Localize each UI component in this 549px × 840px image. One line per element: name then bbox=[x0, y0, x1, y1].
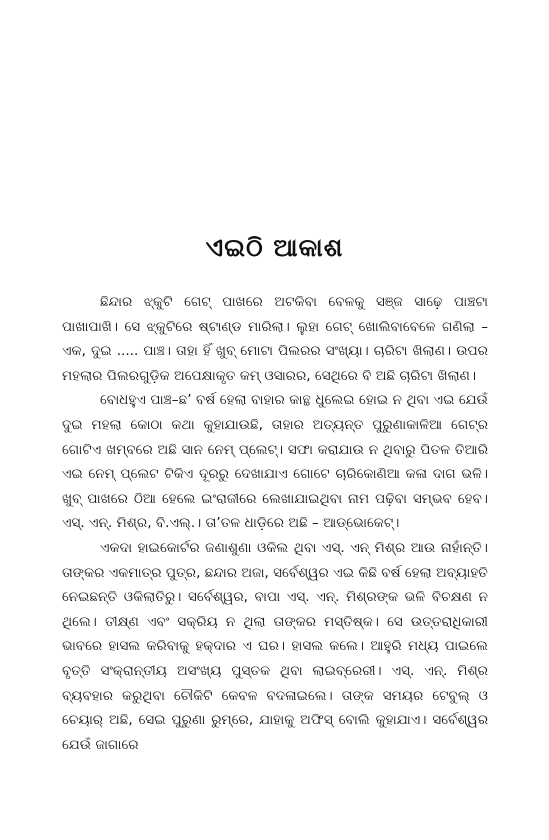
paragraph: ବୋଧହୁଏ ପାଞ୍ଚ–ଛ’ ବର୍ଷ ହେଲା ବାହାର କାନ୍ଥ ଧୁଲେଇ ହୋଇ ନ ଥିବା ଏଇ ଯେଉଁ ଦୁଇ ମହଲା କୋଠା କଥା କୁହାଯାଉଛି, ତାହାର ଅତ୍ୟନ୍ତ ପୁରୁଣାକାଳିଆ ଗେଟ୍‌ର ଗୋଟିଏ ଖମ୍ବରେ ଅଛି ସାନ ନେମ୍ ପ୍ଲେଟ୍। ସଫା କରାଯାଉ ନ ଥିବାରୁ ପିତଳ ତିଆରି ଏଇ ନେମ୍ ପ୍ଲେଟ ଟିକିଏ ଦୂରରୁ ଦେଖାଯାଏ ଗୋଟେ ଚାରିକୋଣିଆ କଳା ଦାଗ ଭଳି। ଖୁବ୍ ପାଖରେ ଠିଆ ହେଲେ ଇଂରାଜୀରେ ଲେଖାଯାଇଥିବା ନାମ ପଢ଼ିବା ସମ୍ଭବ ହେବ। ଏସ୍. ଏନ୍. ମିଶ୍ର, ବି.ଏଲ୍.। ତା’ତଳ ଧାଡ଼ିରେ ଅଛି – ଆଡ୍‌ଭୋକେଟ୍। bbox=[62, 392, 488, 532]
paragraph: ଏକଦା ହାଇକୋର୍ଟର ଜଣାଶୁଣା ଓକିଲ ଥିବା ଏସ୍. ଏନ୍ ମିଶ୍ର ଆଉ ନାହାଁନ୍ତି। ତାଙ୍କର ଏକମାତ୍ର ପୁତ୍ର, ଛନ୍ଦାର ଅଜା, ସର୍ବେଶ୍ୱର ଏଇ କିଛି ବର୍ଷ ହେଲା ଅବ୍ୟାହତି ନେଇଛନ୍ତି ଓକିଲାତିରୁ। ସର୍ବେଶ୍ୱର, ବାପା ଏସ୍. ଏନ୍. ମିଶ୍ରଙ୍କ ଭଳି ବିଚକ୍ଷଣ ନ ଥିଲେ। ତୀକ୍ଷ୍ଣ ଏବଂ ସକ୍ରିୟ ନ ଥିଲା ତାଙ୍କର ମସ୍ତିଷ୍କ। ସେ ଉତ୍ତରାଧିକାରୀ ଭାବରେ ହାସଲ କରିବାକୁ ହକ୍‌ଦାର ଏ ଘର। ହାସଲ କଲେ। ଆହୁରି ମଧ୍ୟ ପାଇଲେ ବୃତ୍ତି ସଂକ୍ରାନ୍ତୀୟ ଅସଂଖ୍ୟ ପୁସ୍ତକ ଥିବା ଲାଇବ୍ରେରୀ। ଏସ୍. ଏନ୍. ମିଶ୍ର ବ୍ୟବହାର କରୁଥିବା ଚୌକିଟି କେବଳ ବଦଳାଇଲେ। ତାଙ୍କ ସମୟର ଟେବୁଲ୍ ଓ ଚେୟାର୍ ଅଛି, ସେଇ ପୁରୁଣା ରୁମ୍‌ରେ, ଯାହାକୁ ଅଫିସ୍ ବୋଲି କୁହାଯାଏ। ସର୍ବେଶ୍ୱର ଯେଉଁ ଜାଗାରେ bbox=[62, 539, 488, 753]
body-text bbox=[62, 290, 488, 757]
paragraph: ଛିନ୍ଦାର ଝ୍କୁଟି ଗେଟ୍ ପାଖରେ ଅଟକିବା ବେଳକୁ ସଞ୍ଜ ସାଢ଼େ ପାଞ୍ଚଟା ପାଖାପାଖି। ସେ ଝ୍କୁଟିରେ ଷ୍ଟାଣ୍ଡ ମାରିଲା। ଲୁହା ଗେଟ୍ ଖୋଲିବାବେଳେ ଗଣିଲା – ଏକ, ଦୁଇ ..... ପାଞ୍ଚ। ତାହା ହିଁ ଖୁବ୍ ମୋଟା ପିଲରର ସଂଖ୍ୟା। ଚାରିଟା ଖିଲାଣ। ଉପର ମହଲାର ପିଲରଗୁଡ଼ିକ ଅପେକ୍ଷାକୃତ କମ୍ ଓସାରର, ସେଥିରେ ବି ଅଛି ଚାରିଟା ଖିଲାଣ। bbox=[62, 294, 488, 384]
chapter-title: ଏଇଠି ଆକାଶ bbox=[205, 233, 344, 262]
